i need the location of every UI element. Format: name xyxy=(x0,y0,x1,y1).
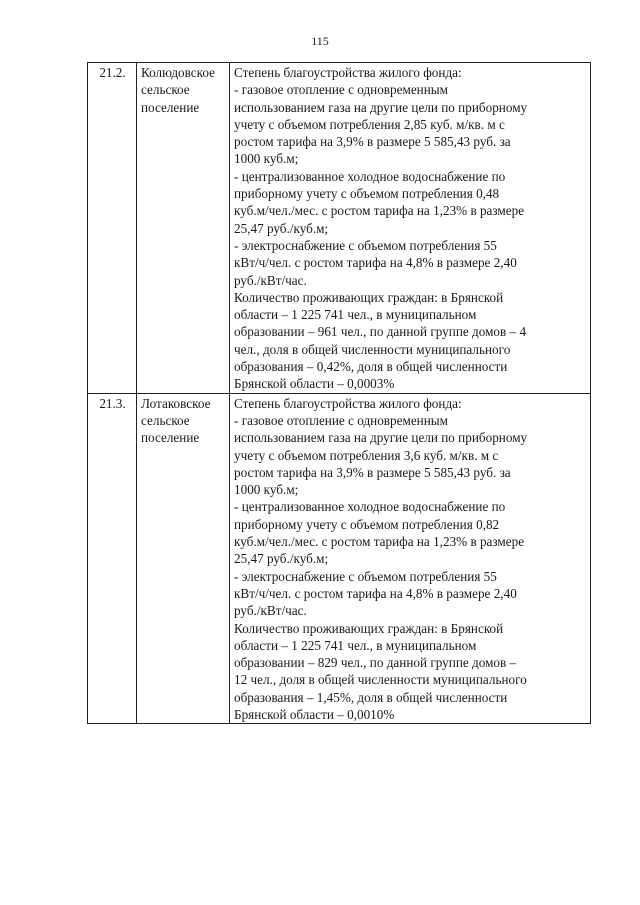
description-line: 25,47 руб./куб.м; xyxy=(234,220,329,236)
description-line: - централизованное холодное водоснабжение по xyxy=(234,499,506,515)
description-line: кВт/ч/чел. с ростом тарифа на 4,8% в размере 2,40 xyxy=(234,585,517,601)
description-line: 1000 куб.м; xyxy=(234,151,299,167)
row-number-cell xyxy=(88,63,137,394)
settlement-name-cell xyxy=(137,393,230,724)
description-line: образования – 0,42%, доля в общей численности xyxy=(234,359,508,375)
settlement-name-line: сельское xyxy=(141,412,190,428)
description-line: использованием газа на другие цели по приборному xyxy=(234,430,528,446)
description-line: области – 1 225 741 чел., в муниципальном xyxy=(234,307,477,323)
description-line: руб./кВт/час. xyxy=(234,272,307,288)
description-line: - газовое отопление с одновременным xyxy=(234,412,448,428)
description-line: руб./кВт/час. xyxy=(234,603,307,619)
description-line: куб.м/чел./мес. с ростом тарифа на 1,23% в размере xyxy=(234,534,525,550)
table-row xyxy=(88,393,591,724)
table-row xyxy=(88,63,591,394)
description-line: образовании – 961 чел., по данной группе домов – 4 xyxy=(234,324,527,340)
settlement-name-line: поселение xyxy=(141,430,200,446)
description-line: 1000 куб.м; xyxy=(234,482,299,498)
description-line: области – 1 225 741 чел., в муниципальном xyxy=(234,637,477,653)
settlement-name-line: сельское xyxy=(141,82,190,98)
description-line: приборному учету с объемом потребления 0,48 xyxy=(234,186,500,202)
settlements-table xyxy=(87,62,591,724)
description-line: - электроснабжение с объемом потребления 55 xyxy=(234,237,497,253)
description-line: образования – 1,45%, доля в общей численности xyxy=(234,689,508,705)
settlement-name-line: Колюдовское xyxy=(141,65,215,80)
row-number: 21.3. xyxy=(99,395,126,411)
row-number-cell xyxy=(88,393,137,724)
description-line: - газовое отопление с одновременным xyxy=(234,82,448,98)
description-line: использованием газа на другие цели по приборному xyxy=(234,99,528,115)
description-line: учету с объемом потребления 2,85 куб. м/кв. м с xyxy=(234,116,505,132)
description-line: ростом тарифа на 3,9% в размере 5 585,43 руб. за xyxy=(234,464,511,480)
description-line: Количество проживающих граждан: в Брянской xyxy=(234,620,504,636)
settlement-name-line: поселение xyxy=(141,99,200,115)
description-line: - централизованное холодное водоснабжение по xyxy=(234,168,506,184)
description-cell xyxy=(230,63,591,394)
description-cell xyxy=(230,393,591,724)
description-line: куб.м/чел./мес. с ростом тарифа на 1,23% в размере xyxy=(234,203,525,219)
description-line: приборному учету с объемом потребления 0,82 xyxy=(234,516,500,532)
settlement-name-line: Лотаковское xyxy=(141,395,211,411)
description-line: ростом тарифа на 3,9% в размере 5 585,43 руб. за xyxy=(234,134,511,150)
settlement-name-cell xyxy=(137,63,230,394)
description-line: Степень благоустройства жилого фонда: xyxy=(234,395,462,411)
description-line: Брянской области – 0,0010% xyxy=(234,706,395,722)
description-line: - электроснабжение с объемом потребления 55 xyxy=(234,568,497,584)
page-number: 115 xyxy=(311,34,329,48)
description-line: Степень благоустройства жилого фонда: xyxy=(234,65,462,80)
description-line: Количество проживающих граждан: в Брянской xyxy=(234,289,504,305)
description-line: образовании – 829 чел., по данной группе домов – xyxy=(234,655,517,671)
description-line: кВт/ч/чел. с ростом тарифа на 4,8% в размере 2,40 xyxy=(234,255,517,271)
description-line: учету с объемом потребления 3,6 куб. м/кв. м с xyxy=(234,447,499,463)
description-line: чел., доля в общей численности муниципального xyxy=(234,341,511,357)
description-line: Брянской области – 0,0003% xyxy=(234,376,395,392)
description-line: 12 чел., доля в общей численности муниципального xyxy=(234,672,527,688)
row-number: 21.2. xyxy=(99,65,126,80)
description-line: 25,47 руб./куб.м; xyxy=(234,551,329,567)
